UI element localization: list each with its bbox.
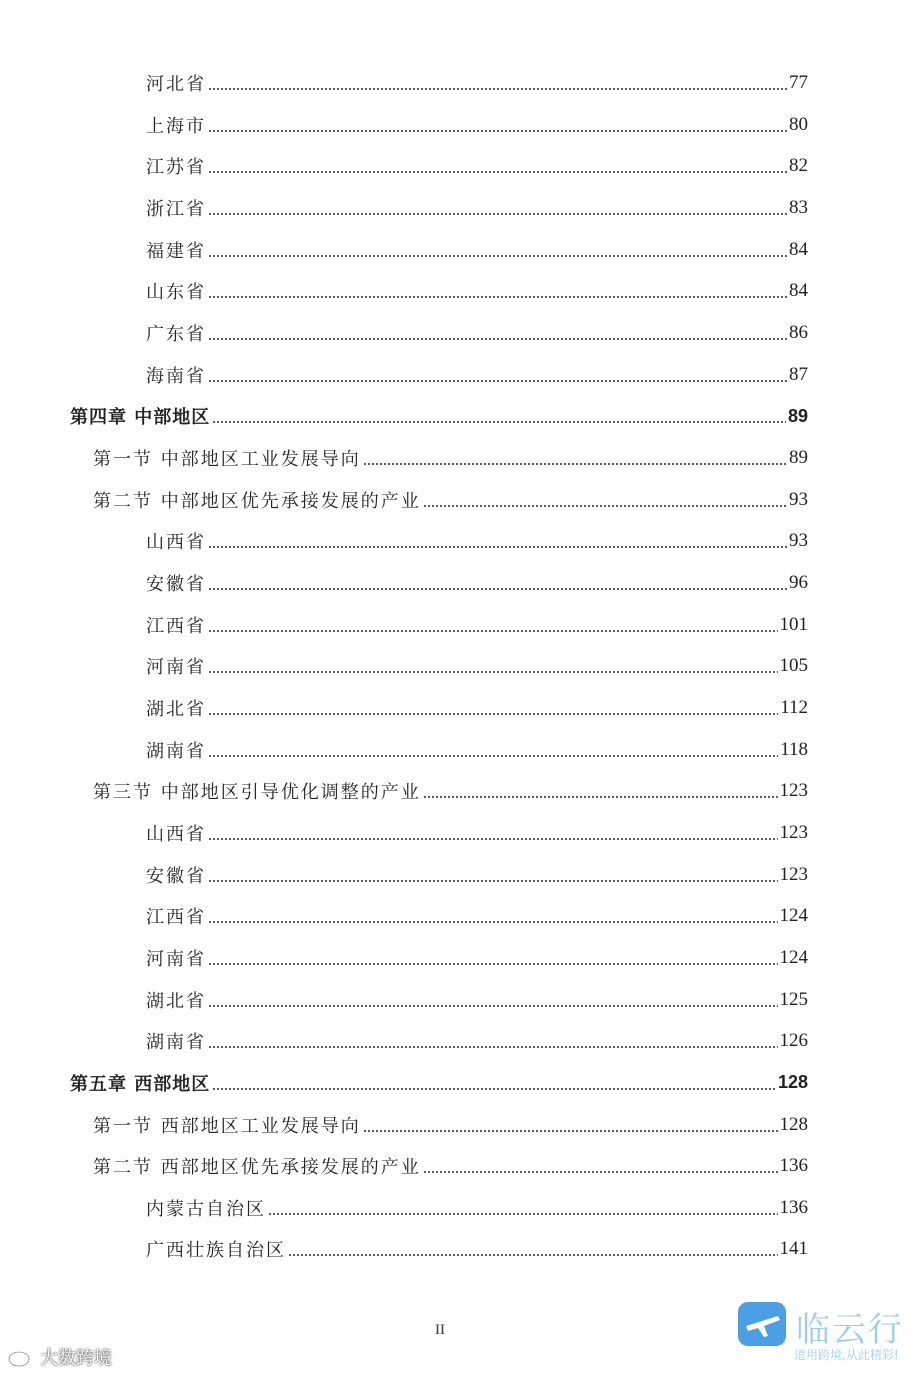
toc-leader-dots bbox=[208, 235, 787, 265]
toc-label: 安徽省 bbox=[146, 865, 206, 887]
toc-label: 第一节 中部地区工业发展导向 bbox=[93, 448, 361, 470]
toc-page-number: 125 bbox=[779, 988, 808, 1010]
toc-leader-dots bbox=[208, 360, 787, 390]
toc-entry-row bbox=[146, 360, 808, 390]
toc-label: 山东省 bbox=[146, 282, 206, 304]
toc-entry-row bbox=[146, 610, 808, 640]
toc-entry-row bbox=[146, 1234, 808, 1264]
toc-leader-dots bbox=[208, 110, 787, 140]
toc-label: 河南省 bbox=[146, 657, 206, 679]
toc-entry-row bbox=[146, 110, 808, 140]
toc-label: 湖南省 bbox=[146, 1032, 206, 1054]
toc-entry-row bbox=[146, 151, 808, 181]
toc-leader-dots bbox=[423, 485, 787, 515]
toc-section-row bbox=[93, 1151, 808, 1181]
toc-section-row bbox=[93, 443, 808, 473]
toc-entry-row bbox=[146, 818, 808, 848]
toc-label: 山西省 bbox=[146, 823, 206, 845]
toc-page-number: 101 bbox=[779, 613, 808, 635]
toc-leader-dots bbox=[208, 610, 778, 640]
toc-page-number: 124 bbox=[779, 905, 808, 927]
page-number: II bbox=[435, 1322, 445, 1338]
airplane-logo-icon bbox=[738, 1302, 786, 1346]
toc-label: 河北省 bbox=[146, 74, 206, 95]
toc-label: 上海市 bbox=[146, 115, 206, 137]
toc-page-number: 87 bbox=[789, 363, 808, 385]
toc-entry-row bbox=[146, 568, 808, 598]
watermark-slogan: 道用跨境,从此精彩! bbox=[794, 1348, 899, 1362]
watermark-brand: 临云行 bbox=[796, 1310, 904, 1350]
toc-page-number: 84 bbox=[789, 238, 808, 260]
toc-chapter-row bbox=[70, 401, 808, 431]
toc-entry-row bbox=[146, 68, 808, 98]
toc-label: 山西省 bbox=[146, 532, 206, 554]
toc-entry-row bbox=[146, 651, 808, 681]
toc-label: 广东省 bbox=[146, 323, 206, 345]
toc-page-number: 126 bbox=[779, 1030, 808, 1052]
toc-page-number: 123 bbox=[779, 821, 808, 843]
toc-chapter-row bbox=[70, 1068, 808, 1098]
toc-entry-row bbox=[146, 526, 808, 556]
watermark-right bbox=[738, 1302, 918, 1368]
toc-page-number: 123 bbox=[779, 780, 808, 802]
toc-page-number: 89 bbox=[789, 446, 808, 468]
toc-page-number: 93 bbox=[789, 488, 808, 510]
toc-entry-row bbox=[146, 276, 808, 306]
toc-leader-dots bbox=[208, 193, 787, 223]
toc-entry-row bbox=[146, 901, 808, 931]
toc-page-number: 93 bbox=[789, 530, 808, 552]
toc-leader-dots bbox=[208, 318, 787, 348]
toc-leader-dots bbox=[363, 443, 787, 473]
toc-page-number: 118 bbox=[780, 738, 808, 760]
toc-page-number: 124 bbox=[779, 946, 808, 968]
toc-entry-row bbox=[146, 235, 808, 265]
toc-label: 海南省 bbox=[146, 365, 206, 387]
watermark-left bbox=[8, 1344, 112, 1370]
toc-entry-row bbox=[146, 1026, 808, 1056]
toc-leader-dots bbox=[208, 568, 787, 598]
toc-leader-dots bbox=[208, 901, 778, 931]
toc-leader-dots bbox=[208, 151, 787, 181]
toc-leader-dots bbox=[288, 1234, 778, 1264]
toc-page-number: 86 bbox=[789, 321, 808, 343]
toc-leader-dots bbox=[208, 526, 787, 556]
toc-page-number: 136 bbox=[779, 1155, 808, 1177]
toc-section-row bbox=[93, 1110, 808, 1140]
toc-page-number: 128 bbox=[779, 1113, 808, 1135]
toc-label: 浙江省 bbox=[146, 198, 206, 220]
toc-label: 广西壮族自治区 bbox=[146, 1240, 286, 1262]
toc-leader-dots bbox=[208, 985, 778, 1015]
toc-page-number: 82 bbox=[789, 155, 808, 177]
toc-leader-dots bbox=[208, 818, 778, 848]
toc-page-number: 83 bbox=[789, 196, 808, 218]
toc-leader-dots bbox=[423, 776, 778, 806]
toc-label: 湖南省 bbox=[146, 740, 206, 762]
watermark-left-text: 大数跨境 bbox=[40, 1348, 112, 1369]
toc-label: 第二节 西部地区优先承接发展的产业 bbox=[93, 1157, 421, 1179]
toc-page-number: 141 bbox=[779, 1238, 808, 1260]
weibo-icon bbox=[8, 1346, 34, 1368]
toc-leader-dots bbox=[208, 1026, 778, 1056]
toc-leader-dots bbox=[363, 1110, 778, 1140]
toc-leader-dots bbox=[208, 693, 778, 723]
toc-label: 江西省 bbox=[146, 615, 206, 637]
toc-leader-dots bbox=[268, 1193, 778, 1223]
toc-leader-dots bbox=[208, 276, 787, 306]
toc-leader-dots bbox=[423, 1151, 778, 1181]
toc-page-number: 105 bbox=[779, 655, 808, 677]
toc-label: 福建省 bbox=[146, 240, 206, 262]
toc-label: 湖北省 bbox=[146, 698, 206, 720]
toc-leader-dots bbox=[212, 1068, 776, 1098]
toc-page-number: 84 bbox=[789, 280, 808, 302]
toc-page-number: 89 bbox=[787, 405, 808, 426]
toc-section-row bbox=[93, 485, 808, 515]
toc-entry-row bbox=[146, 693, 808, 723]
toc-entry-row bbox=[146, 735, 808, 765]
toc-entry-row bbox=[146, 985, 808, 1015]
toc-leader-dots bbox=[212, 401, 786, 431]
toc-page-number: 96 bbox=[789, 571, 808, 593]
toc-label: 第一节 西部地区工业发展导向 bbox=[93, 1115, 361, 1137]
toc-page-number: 136 bbox=[779, 1196, 808, 1218]
toc-page-number: 128 bbox=[777, 1072, 808, 1093]
toc-entry-row bbox=[146, 943, 808, 973]
toc-leader-dots bbox=[208, 735, 778, 765]
toc-leader-dots bbox=[208, 68, 787, 98]
toc-label: 江苏省 bbox=[146, 157, 206, 179]
toc-label: 湖北省 bbox=[146, 990, 206, 1012]
toc-label: 第三节 中部地区引导优化调整的产业 bbox=[93, 782, 421, 804]
toc-page-number: 123 bbox=[779, 863, 808, 885]
toc-page-number: 77 bbox=[789, 72, 808, 93]
toc-label: 安徽省 bbox=[146, 573, 206, 595]
toc-label: 第五章 西部地区 bbox=[70, 1073, 211, 1095]
toc-leader-dots bbox=[208, 651, 778, 681]
toc-label: 第二节 中部地区优先承接发展的产业 bbox=[93, 490, 421, 512]
toc-label: 河南省 bbox=[146, 948, 206, 970]
toc-page-number: 80 bbox=[789, 113, 808, 135]
toc-label: 第四章 中部地区 bbox=[70, 407, 211, 429]
toc-section-row bbox=[93, 776, 808, 806]
toc-entry-row bbox=[146, 318, 808, 348]
toc-leader-dots bbox=[208, 943, 778, 973]
toc-entry-row bbox=[146, 1193, 808, 1223]
toc-entry-row bbox=[146, 860, 808, 890]
toc-entry-row bbox=[146, 193, 808, 223]
toc-label: 江西省 bbox=[146, 907, 206, 929]
toc-label: 内蒙古自治区 bbox=[146, 1198, 266, 1220]
toc-leader-dots bbox=[208, 860, 778, 890]
toc-page-number: 112 bbox=[780, 696, 808, 718]
